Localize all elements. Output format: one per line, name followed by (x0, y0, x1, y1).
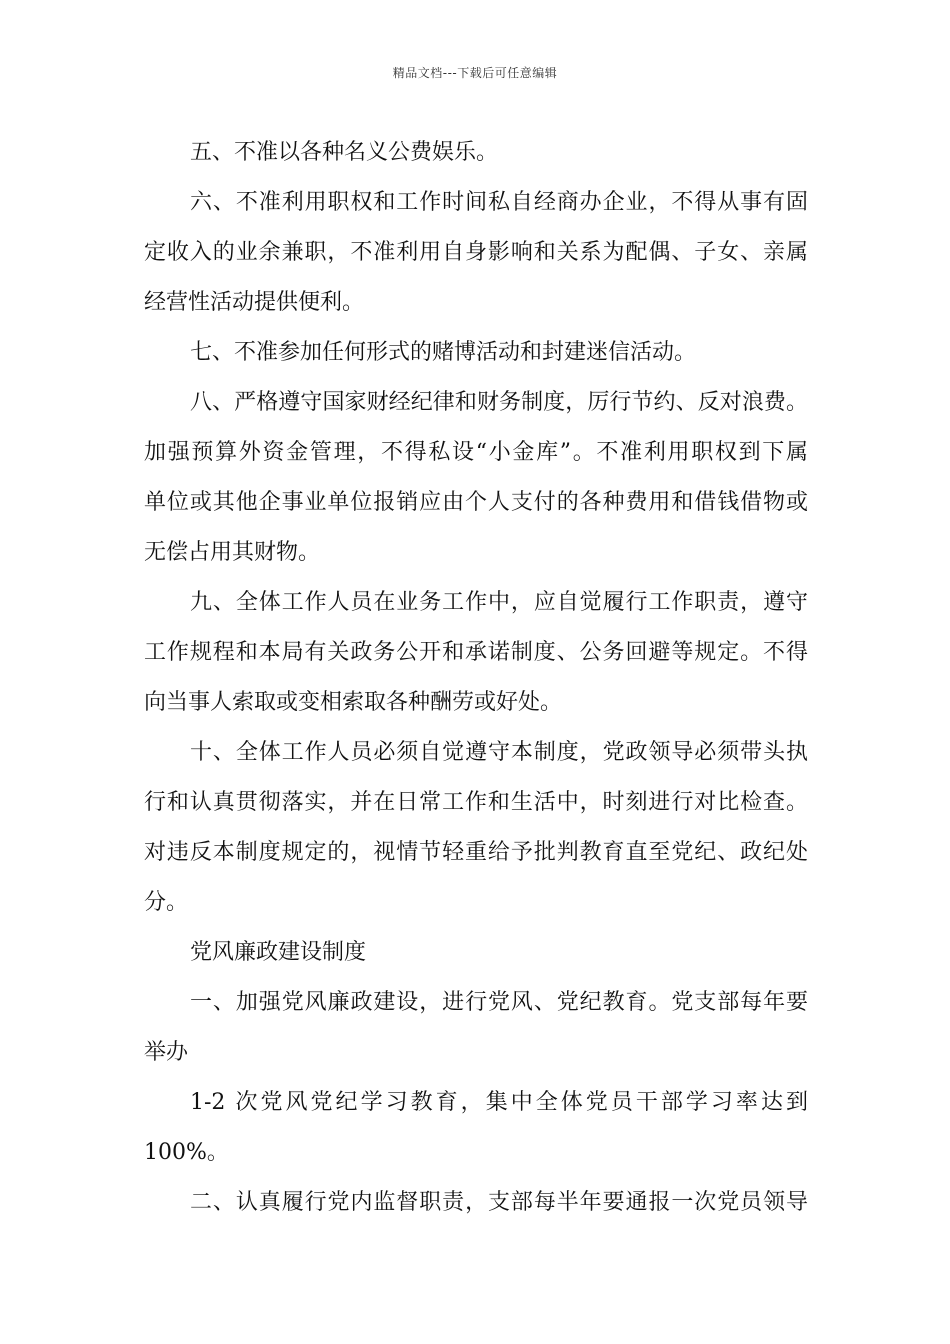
paragraph-line: 七、不准参加任何形式的赌博活动和封建迷信活动。 (190, 340, 697, 365)
paragraph-line: 举办 (144, 1040, 189, 1065)
section-heading: 党风廉政建设制度 (190, 940, 367, 965)
paragraph-line: 1-2 次党风党纪学习教育，集中全体党员干部学习率达到 (190, 1090, 808, 1115)
document-body (144, 128, 808, 1228)
paragraph-line: 向当事人索取或变相索取各种酬劳或好处。 (144, 690, 563, 715)
paragraph-line: 八、严格遵守国家财经纪律和财务制度，厉行节约、反对浪费。 (190, 390, 808, 415)
paragraph-line: 经营性活动提供便利。 (144, 290, 365, 315)
paragraph-line: 二、认真履行党内监督职责，支部每半年要通报一次党员领导 (190, 1190, 808, 1215)
paragraph-line: 行和认真贯彻落实，并在日常工作和生活中，时刻进行对比检查。 (144, 790, 808, 815)
paragraph-line: 单位或其他企事业单位报销应由个人支付的各种费用和借钱借物或 (144, 490, 808, 515)
paragraph-line: 十、全体工作人员必须自觉遵守本制度，党政领导必须带头执 (190, 740, 808, 765)
page-header: 精品文档---下载后可任意编辑 (392, 66, 558, 80)
paragraph-line: 九、全体工作人员在业务工作中，应自觉履行工作职责，遵守 (190, 590, 808, 615)
paragraph-line: 对违反本制度规定的，视情节轻重给予批判教育直至党纪、政纪处 (144, 840, 808, 865)
paragraph-line: 100%。 (144, 1140, 229, 1165)
paragraph-line: 五、不准以各种名义公费娱乐。 (190, 140, 499, 165)
paragraph-line: 六、不准利用职权和工作时间私自经商办企业，不得从事有固 (190, 190, 808, 215)
paragraph-line: 定收入的业余兼职，不准利用自身影响和关系为配偶、子女、亲属 (144, 240, 808, 265)
paragraph-line: 分。 (144, 890, 189, 915)
paragraph-line: 加强预算外资金管理，不得私设“小金库”。不准利用职权到下属 (144, 440, 808, 465)
paragraph-line: 一、加强党风廉政建设，进行党风、党纪教育。党支部每年要 (190, 990, 808, 1015)
paragraph-line: 无偿占用其财物。 (144, 540, 321, 565)
paragraph-line: 工作规程和本局有关政务公开和承诺制度、公务回避等规定。不得 (144, 640, 808, 665)
